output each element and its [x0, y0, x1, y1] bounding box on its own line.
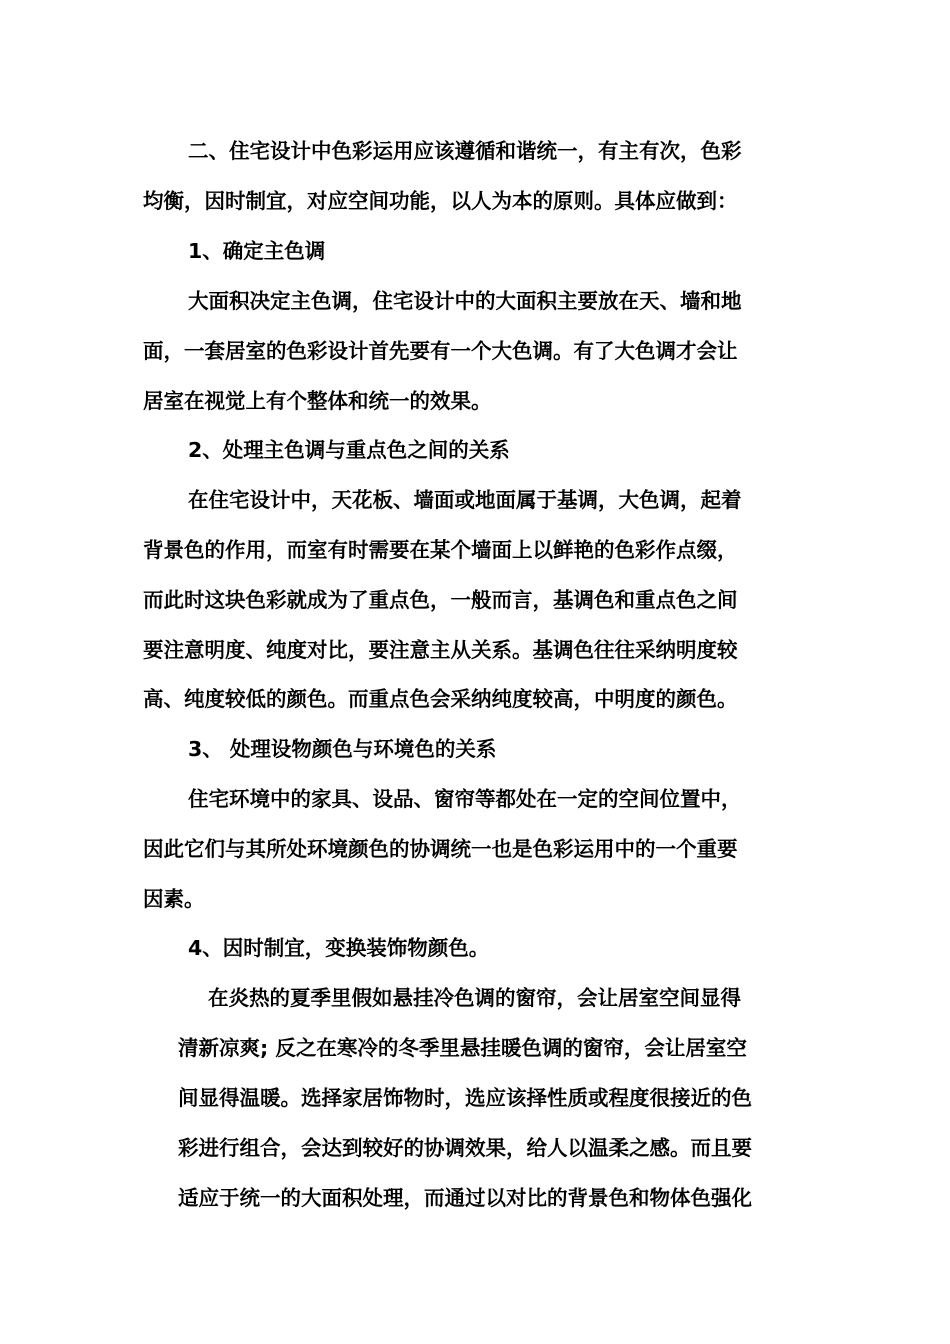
- paragraph-line: 彩进行组合，会达到较好的协调效果，给人以温柔之感。而且要: [178, 1136, 752, 1160]
- paragraph-line: 清新凉爽; 反之在寒冷的冬季里悬挂暖色调的窗帘，会让居室空: [178, 1036, 747, 1060]
- paragraph-line: 背景色的作用，而室有时需要在某个墙面上以鲜艳的色彩作点缀，: [143, 538, 738, 562]
- paragraph-line: 住宅环境中的家具、设品、窗帘等都处在一定的空间位置中，: [188, 787, 742, 811]
- paragraph-line: 高、纯度较低的颜色。而重点色会采纳纯度较高，中明度的颜色。: [143, 687, 738, 711]
- paragraph-line: 在住宅设计中，天花板、墙面或地面属于基调，大色调，起着: [188, 488, 742, 512]
- paragraph-line: 因素。: [143, 887, 205, 911]
- section-heading: 1、确定主色调: [188, 239, 326, 263]
- paragraph-line: 要注意明度、纯度对比，要注意主从关系。基调色往往采纳明度较: [143, 638, 738, 662]
- section-heading: 3、 处理设物颜色与环境色的关系: [188, 737, 497, 761]
- section-heading: 2、处理主色调与重点色之间的关系: [188, 438, 510, 462]
- paragraph-line: 适应于统一的大面积处理，而通过以对比的背景色和物体色强化: [178, 1186, 752, 1210]
- paragraph-line: 间显得温暖。选择家居饰物时，选应该择性质或程度很接近的色: [178, 1086, 752, 1110]
- paragraph-line: 因此它们与其所处环境颜色的协调统一也是色彩运用中的一个重要: [143, 837, 738, 861]
- paragraph-line: 而此时这块色彩就成为了重点色，一般而言，基调色和重点色之间: [143, 588, 738, 612]
- paragraph-line: 在炎热的夏季里假如悬挂冷色调的窗帘，会让居室空间显得: [208, 986, 741, 1010]
- paragraph-line: 均衡，因时制宜，对应空间功能，以人为本的原则。具体应做到：: [143, 189, 738, 213]
- paragraph-line: 大面积决定主色调，住宅设计中的大面积主要放在天、墙和地: [188, 289, 742, 313]
- paragraph-line: 居室在视觉上有个整体和统一的效果。: [143, 389, 492, 413]
- paragraph-line: 二、住宅设计中色彩运用应该遵循和谐统一，有主有次，色彩: [188, 139, 742, 163]
- paragraph-line: 面，一套居室的色彩设计首先要有一个大色调。有了大色调才会让: [143, 339, 738, 363]
- section-heading: 4、因时制宜，变换装饰物颜色。: [188, 936, 490, 960]
